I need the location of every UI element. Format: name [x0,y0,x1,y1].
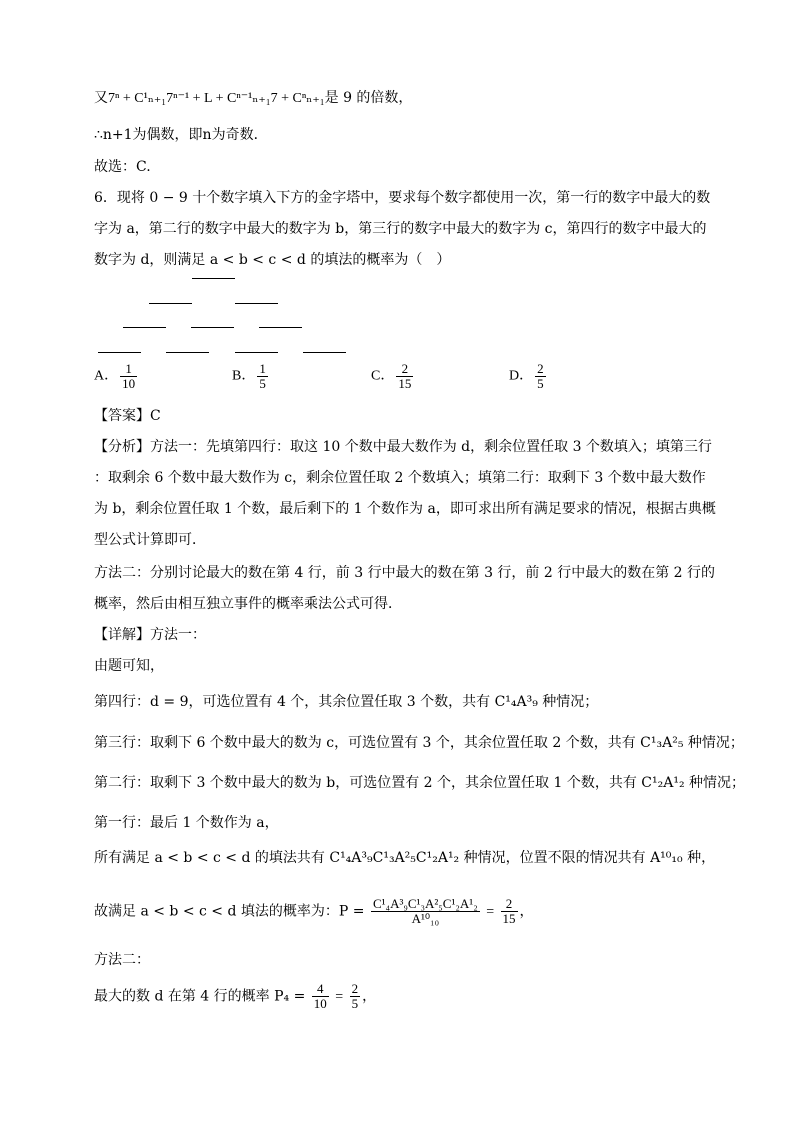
question-line: 数字为 d，则满足 a < b < c < d 的填法的概率为（ ） [94,252,451,268]
detail-line: 第四行：d = 9，可选位置有 4 个，其余位置任取 3 个数，共有 C¹₄A³₉ 种情况； [94,694,599,710]
analysis-line: 为 b，剩余位置任取 1 个数，最后剩下的 1 个数作为 a，即可求出所有满足要求的情况，根据古典概 [94,501,716,517]
option-letter: A． [94,368,119,384]
numerator: 4 [312,982,329,997]
option-b[interactable] [232,362,270,391]
math-expression: 7ⁿ + C¹ₙ₊₁7ⁿ⁻¹ + L + Cⁿ⁻¹ₙ₊₁7 + Cⁿₙ₊₁ [108,91,325,106]
numerator: 2 [501,897,518,912]
detail-line: 第一行：最后 1 个数作为 a， [94,815,279,831]
numerator: 2 [396,362,413,377]
analysis-line: 【分析】方法一：先填第四行：取这 10 个数中最大数作为 d，剩余位置任取 3 个数填入；填第三行 [94,439,712,455]
text-line: 故选：C. [94,159,151,175]
numerator: 1 [259,361,266,376]
pyramid-blank [192,278,235,279]
equals: = [486,904,495,920]
answer-line: 【答案】C [94,408,161,424]
pyramid-blank [191,327,234,328]
text: ， [519,903,534,920]
text: 又 [94,90,108,106]
fraction [501,897,518,926]
equals: = [335,989,344,1005]
pyramid-blank [235,303,278,304]
denominator: 10 [122,376,136,391]
denominator: 5 [259,376,266,391]
pyramid-blank [149,303,192,304]
fraction [371,897,480,926]
fraction [120,362,137,391]
pyramid-blank [98,352,141,353]
text-line [94,88,412,109]
detail-heading: 【详解】方法一： [94,627,206,643]
numerator: 2 [537,361,544,376]
pyramid-blank [123,327,166,328]
fraction [535,362,546,391]
option-a[interactable] [94,362,139,391]
denominator: 5 [351,996,359,1011]
pyramid-blank [235,352,278,353]
method-line: 方法二：分别讨论最大的数在第 4 行，前 3 行中最大的数在第 3 行，前 2 行中最大的数在第 2 行的 [94,565,716,581]
analysis-line: 型公式计算即可． [94,532,206,548]
pyramid-blank [166,352,209,353]
denominator: 15 [398,376,412,391]
denominator: A¹⁰₁₀ [411,911,440,926]
fraction [257,362,268,391]
numerator: 2 [351,981,359,996]
analysis-line: ：取剩余 6 个数中最大数作为 c，剩余位置任取 2 个数填入；填第二行：取剩下 3 个数中最大数作 [94,470,706,486]
detail-line: 由题可知， [94,658,164,674]
option-letter: C． [371,368,395,384]
text-line: ∴n+1为偶数，即n为奇数． [94,127,268,143]
option-letter: D． [509,368,534,384]
option-letter: B． [232,368,256,384]
probability-formula [94,897,534,926]
denominator: 15 [502,911,516,926]
detail-line: 所有满足 a < b < c < d 的填法共有 C¹₄A³₉C¹₃A²₅C¹₂A¹₂ 种情况，位置不限的情况共有 A¹⁰₁₀ 种， [94,850,716,866]
pyramid-blank [259,327,302,328]
probability-line [94,982,376,1011]
option-d[interactable] [509,362,548,391]
text: 最大的数 d 在第 4 行的概率 P₄ = [94,988,306,1005]
denominator: 10 [313,996,327,1011]
denominator: 5 [537,376,544,391]
fraction [396,362,413,391]
question-line: 字为 a，第二行的数字中最大的数字为 b，第三行的数字中最大的数字为 c，第四行的数字中最大的 [94,221,707,237]
text: ， [362,988,377,1005]
text: 故满足 a < b < c < d 填法的概率为：P = [94,903,365,920]
detail-line: 第二行：取剩下 3 个数中最大的数为 b，可选位置有 2 个，其余位置任取 1 个数，共有 C¹₂A¹₂ 种情况； [94,775,746,791]
method-line: 概率，然后由相互独立事件的概率乘法公式可得． [94,596,402,612]
option-c[interactable] [371,362,415,391]
fraction [350,982,361,1011]
detail-line: 第三行：取剩下 6 个数中最大的数为 c，可选位置有 3 个，其余位置任取 2 个数，共有 C¹₃A²₅ 种情况； [94,735,744,751]
numerator: C¹₄A³₉C¹₃A²₅C¹₂A¹₂ [372,896,478,911]
method-heading: 方法二： [94,952,150,968]
question-line: 6．现将 0 − 9 十个数字填入下方的金字塔中，要求每个数字都使用一次，第一行的数字中最大的数 [94,190,711,206]
text: 是 9 的倍数， [324,90,413,106]
numerator: 1 [120,362,137,377]
pyramid-blank [303,352,346,353]
fraction [312,982,329,1011]
